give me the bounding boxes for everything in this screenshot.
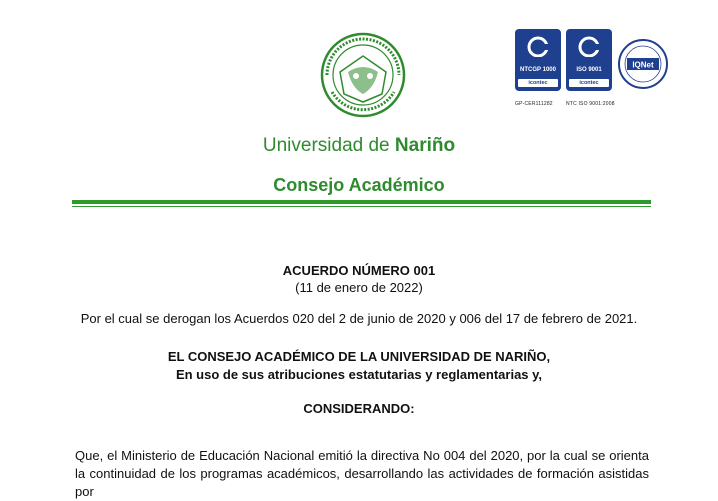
cert-name: ISO 9001	[576, 67, 602, 73]
university-prefix: Universidad de	[262, 135, 395, 156]
cert-code: NTC ISO 9001:2008	[566, 101, 615, 107]
agreement-purpose: Por el cual se derogan los Acuerdos 020 del 2 de junio de 2020 y 006 del 17 de febrero de 2021.	[80, 311, 638, 326]
cert-brand: icontec	[569, 79, 609, 87]
considering-heading: CONSIDERANDO:	[303, 401, 415, 416]
cert-code: GP-CER111282	[515, 101, 553, 107]
university-seal-logo	[318, 32, 408, 118]
header-divider	[72, 200, 651, 204]
iqnet-label: IQNet	[632, 60, 654, 70]
considering-paragraph: Que, el Ministerio de Educación Nacional emitió la directiva No 004 del 2020, por la cual se orienta la continuidad de los programas académicos, desarrollando las actividades de formación asistidas por	[75, 448, 649, 499]
university-name-bold: Nariño	[394, 135, 456, 156]
council-title: Consejo Académico	[273, 175, 445, 195]
cert-brand: icontec	[518, 79, 558, 87]
icontec-ring-icon	[574, 35, 604, 57]
council-heading: EL CONSEJO ACADÉMICO DE LA UNIVERSIDAD DE NARIÑO,	[167, 349, 551, 364]
icontec-ring-icon	[523, 35, 553, 57]
cert-name: NTCGP 1000	[520, 67, 556, 73]
agreement-number: ACUERDO NÚMERO 001	[282, 263, 436, 278]
university-title	[0, 135, 718, 157]
agreement-date: (11 de enero de 2022)	[295, 280, 423, 295]
iqnet-logo	[617, 38, 669, 90]
powers-statement: En uso de sus atribuciones estatutarias y reglamentarias y,	[175, 367, 543, 382]
ntcgp-certification-logo	[515, 29, 561, 91]
iso-certification-logo	[566, 29, 612, 91]
header-divider-thin	[72, 206, 651, 207]
